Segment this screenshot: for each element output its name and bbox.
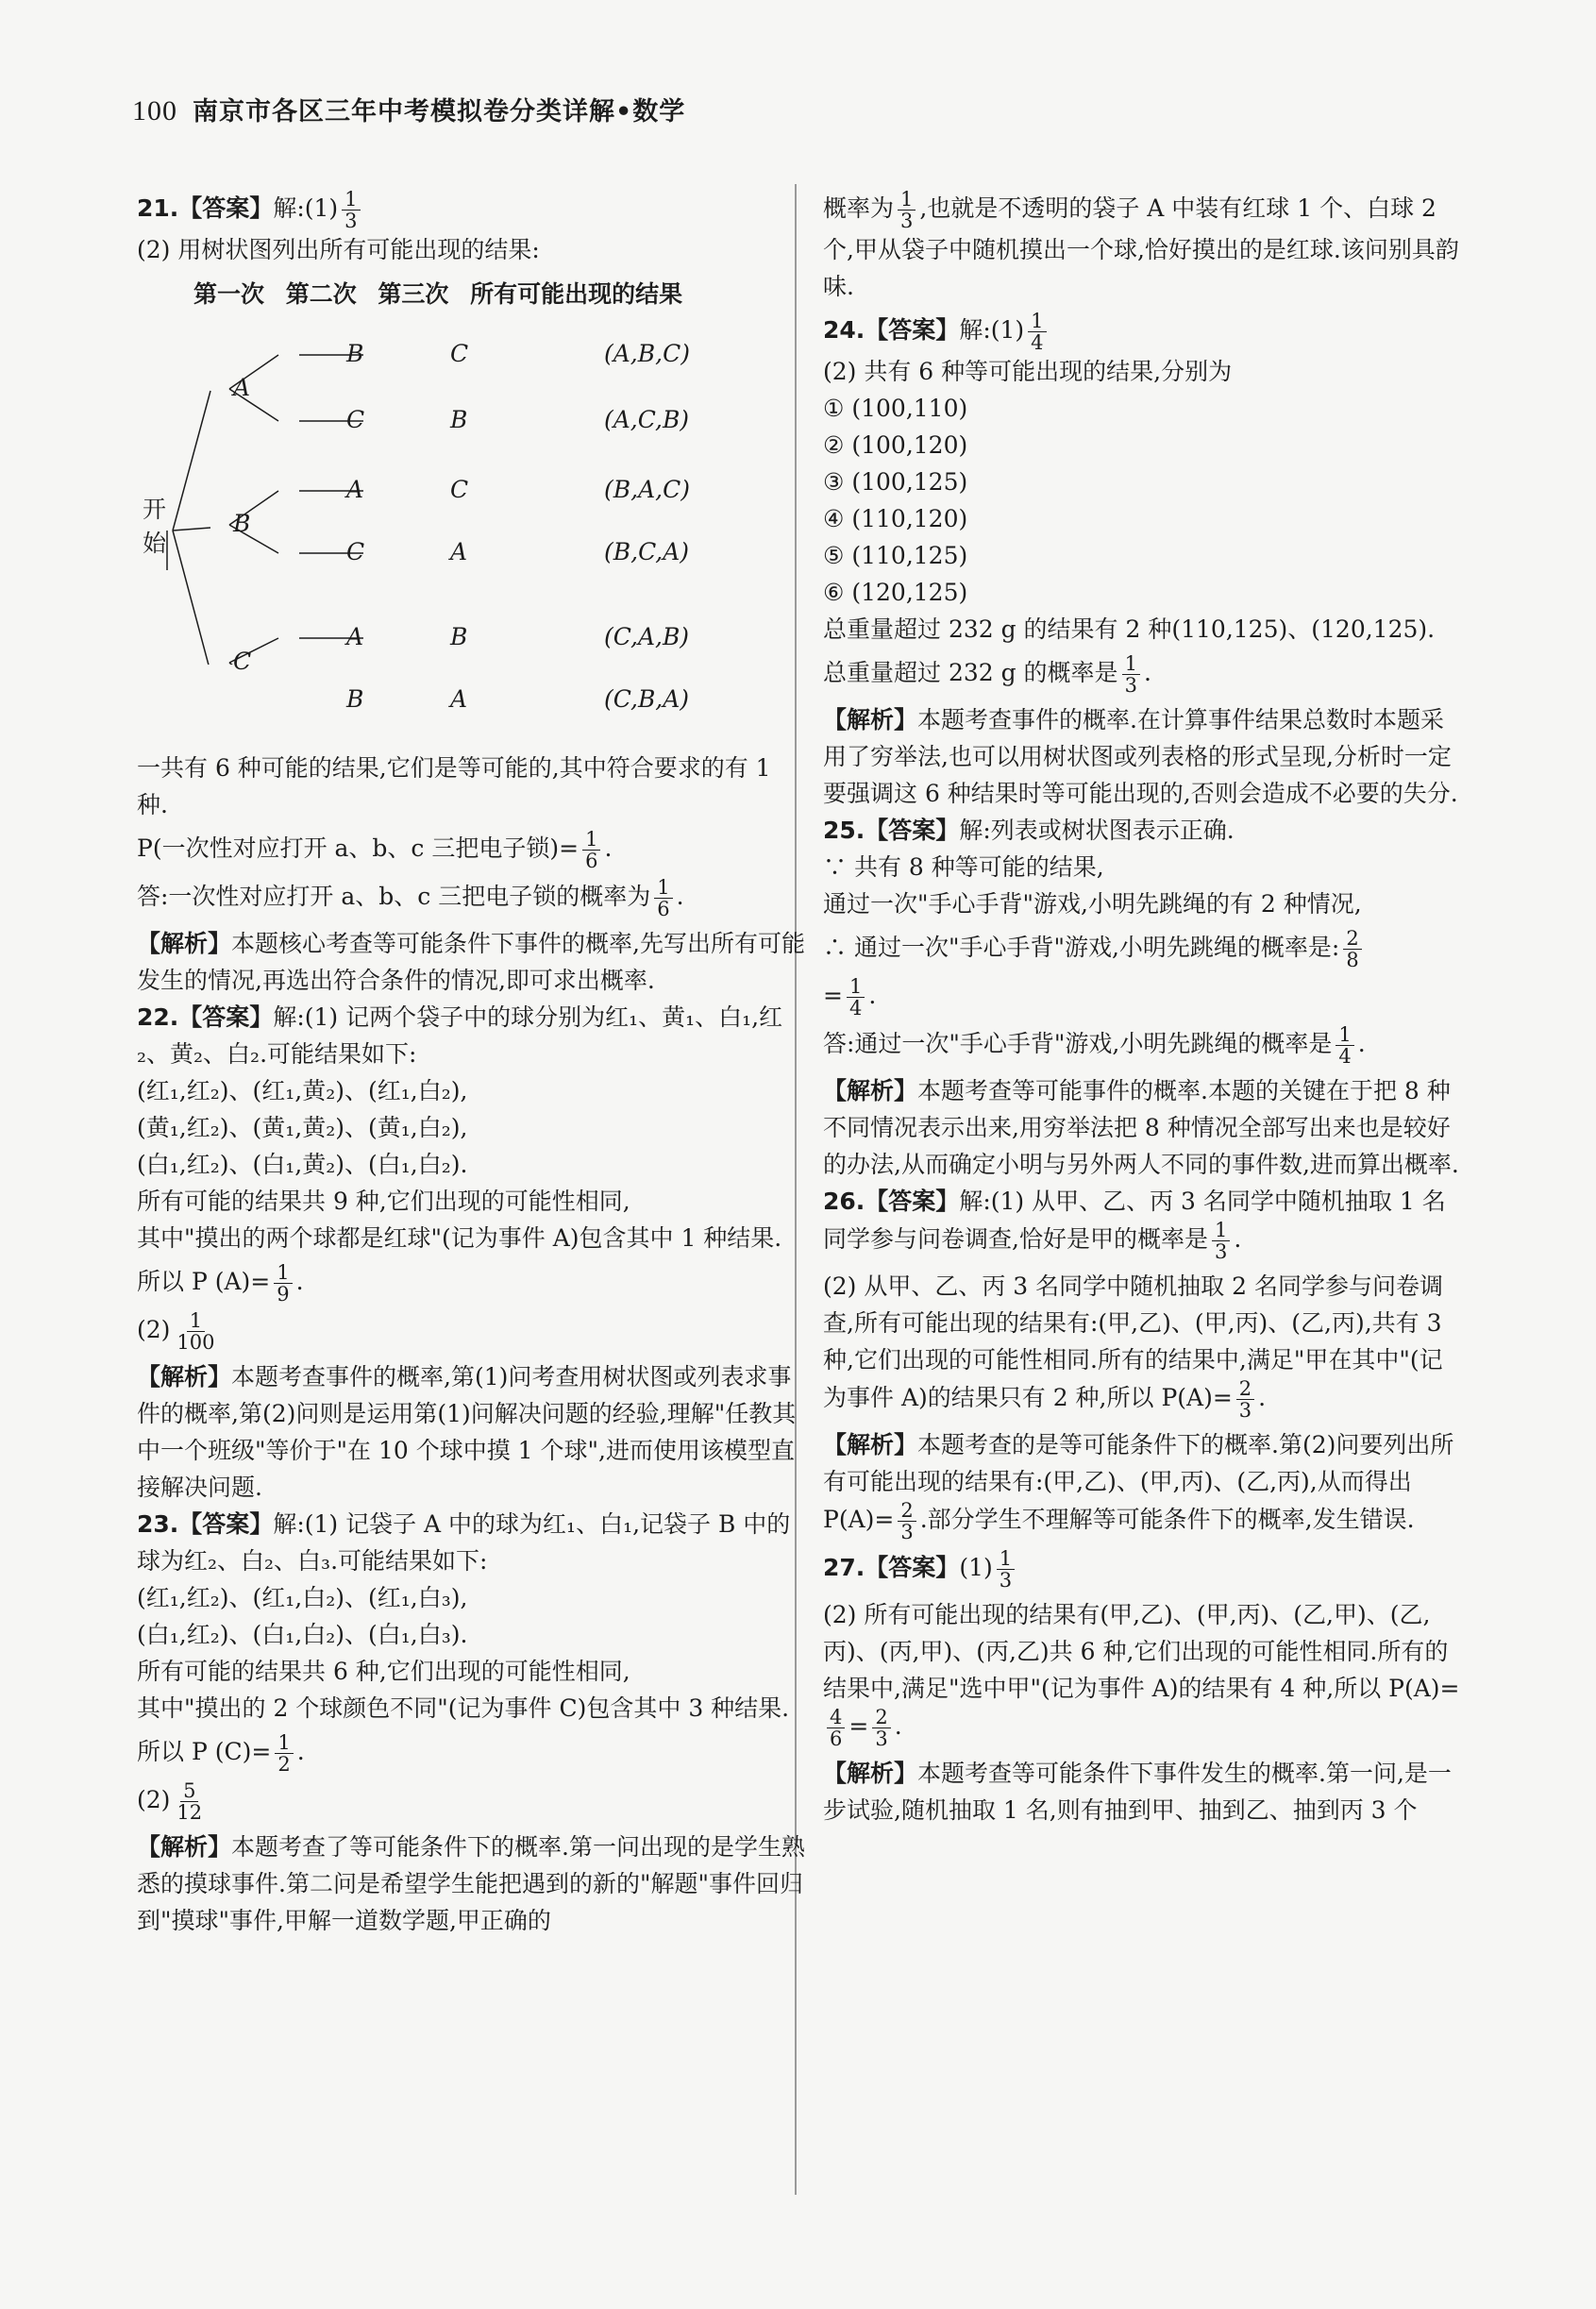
fraction: $\frac{5}{12}$ [176, 1779, 203, 1824]
tree-branches [167, 355, 363, 665]
q24-answer: 24.【答案】解:(1) $\frac{1}{4}$ [823, 311, 1465, 353]
tree-result-2: (B,A,C) [604, 476, 690, 503]
tree-l3-5: A [450, 685, 468, 713]
q21-text1: 一共有 6 种可能的结果,它们是等可能的,其中符合要求的有 1 种. [137, 754, 771, 818]
q25-text1: ∵ 共有 8 种等可能的结果, [823, 853, 1104, 881]
q21-part2: (2) 用树状图列出所有可能出现的结果: [137, 236, 540, 263]
fraction: $\frac{1}{2}$ [275, 1732, 293, 1775]
fraction: $\frac{4}{6}$ [827, 1707, 845, 1749]
fraction: $\frac{1}{9}$ [274, 1262, 292, 1305]
tree-start-1: 开 [143, 496, 167, 523]
tree-start-2: 始 [143, 530, 167, 557]
q22-analysis: 【解析】本题考查事件的概率,第(1)问考查用树状图或列表求事件的概率,第(2)问则是运用第(1)问解决问题的经验,理解"任教其中一个班级"等价于"在 10 个球中摸 1 个球",进而使用该模型直接解决问题. [137, 1363, 797, 1501]
page-header [132, 91, 685, 127]
left-column [137, 189, 807, 1939]
fraction: $\frac{1}{6}$ [582, 829, 600, 871]
q25-text4: = $\frac{1}{4}$ . [823, 975, 877, 1020]
tree-svg [137, 268, 807, 665]
q24-analysis: 【解析】本题考查事件的概率.在计算事件结果总数时本题采用了穷举法,也可以用树状图或列表格的形式呈现,分析时一定要强调这 6 种结果时等可能出现的,否则会造成不必要的失分. [823, 706, 1458, 807]
q26-analysis: 【解析】本题考查的是等可能条件下的概率.第(2)问要列出所有可能出现的结果有:(甲,乙)、(甲,丙)、(乙,丙),从而得出 P(A)= $\frac{2}{3}$ .部分学生不理解等可能条件下的概率,发生错误. [823, 1431, 1454, 1543]
fraction: $\frac{1}{3}$ [1212, 1220, 1230, 1262]
q22-text3: 其中"摸出的两个球都是红球"(记为事件 A)包含其中 1 种结果. [137, 1224, 782, 1252]
header-separator: • [615, 97, 633, 126]
tree-l1-b: B [233, 510, 251, 537]
fraction: $\frac{1}{3}$ [1122, 653, 1140, 696]
tree-l3-3: A [450, 538, 468, 565]
q23-answer: 23.【答案】解:(1) 记袋子 A 中的球为红₁、白₁,记袋子 B 中的球为红₂、白₂、白₃.可能结果如下: [137, 1510, 791, 1575]
q27-answer: 27.【答案】(1) $\frac{1}{3}$ [823, 1548, 1465, 1591]
tree-l2-4: A [346, 623, 364, 650]
tree-l2-5: B [346, 685, 364, 713]
q24-item: ⑤ (110,125) [823, 542, 968, 569]
q25-text2: 通过一次"手心手背"游戏,小明先跳绳的有 2 种情况, [823, 890, 1362, 918]
tree-result-1: (A,C,B) [604, 406, 690, 433]
q24-item: ④ (110,120) [823, 505, 968, 532]
q24-prob: 总重量超过 232 g 的概率是 $\frac{1}{3}$ . [823, 652, 1151, 697]
q23-continued: 概率为 $\frac{1}{3}$ ,也就是不透明的袋子 A 中装有红球 1 个、白球 2 个,甲从袋子中随机摸出一个球,恰好摸出的是红球.该问别具韵味. [823, 188, 1459, 300]
q23-text3: 其中"摸出的 2 个球颜色不同"(记为事件 C)包含其中 3 种结果. [137, 1694, 790, 1722]
q22-part2: (2) $\frac{1}{100}$ [137, 1310, 807, 1353]
q23-part2: (2) $\frac{5}{12}$ [137, 1780, 807, 1823]
q24-item: ① (100,110) [823, 395, 968, 422]
q23-row1: (红₁,红₂)、(红₁,白₂)、(红₁,白₃), [137, 1584, 468, 1611]
fraction: $\frac{2}{3}$ [1236, 1378, 1254, 1421]
q23-row2: (白₁,红₂)、(白₁,白₂)、(白₁,白₃). [137, 1621, 468, 1648]
q24-item: ③ (100,125) [823, 468, 968, 496]
fraction: $\frac{2}{8}$ [1343, 928, 1361, 970]
tree-l2-2: A [346, 476, 364, 503]
fraction: $\frac{1}{100}$ [176, 1309, 215, 1354]
q22-answer: 22.【答案】解:(1) 记两个袋子中的球分别为红₁、黄₁、白₁,红₂、黄₂、白₂.可能结果如下: [137, 1003, 783, 1068]
q22-prob: 所以 P (A)= $\frac{1}{9}$ . [137, 1261, 304, 1306]
fraction: $\frac{2}{3}$ [898, 1500, 916, 1542]
subject: 数学 [632, 97, 686, 126]
tree-l3-0: C [450, 340, 469, 367]
fraction: $\frac{1}{3}$ [997, 1548, 1015, 1591]
q23-prob: 所以 P (C)= $\frac{1}{2}$ . [137, 1731, 305, 1776]
fraction: $\frac{1}{4}$ [1336, 1024, 1353, 1067]
fraction: $\frac{1}{4}$ [1028, 311, 1046, 353]
fraction: $\frac{2}{3}$ [872, 1707, 890, 1749]
q26-answer: 26.【答案】解:(1) 从甲、乙、丙 3 名同学中随机抽取 1 名同学参与问卷调查,恰好是甲的概率是 $\frac{1}{3}$ . [823, 1188, 1446, 1263]
q25-conclusion: 答:通过一次"手心手背"游戏,小明先跳绳的概率是 $\frac{1}{4}$ . [823, 1023, 1366, 1068]
q21-conclusion: 答:一次性对应打开 a、b、c 三把电子锁的概率为 $\frac{1}{6}$ . [137, 876, 684, 920]
q25-analysis: 【解析】本题考查等可能事件的概率.本题的关键在于把 8 种不同情况表示出来,用穷举法把 8 种情况全部写出来也是较好的办法,从而确定小明与另外两人不同的事件数,进而算出概率. [823, 1077, 1459, 1178]
q24-item: ② (100,120) [823, 431, 968, 459]
q24-text1: (2) 共有 6 种等可能出现的结果,分别为 [823, 358, 1233, 385]
tree-l3-4: B [450, 623, 468, 650]
q25-answer: 25.【答案】解:列表或树状图表示正确. [823, 817, 1235, 844]
book-title: 南京市各区三年中考模拟卷分类详解 [193, 97, 615, 126]
q22-row1: (红₁,红₂)、(红₁,黄₂)、(红₁,白₂), [137, 1077, 468, 1104]
fraction: $\frac{1}{3}$ [898, 189, 916, 231]
q22-text2: 所有可能的结果共 9 种,它们出现的可能性相同, [137, 1188, 630, 1215]
tree-l2-1: C [346, 406, 365, 433]
tree-l3-1: B [450, 406, 468, 433]
q21-answer: 21.【答案】解:(1) $\frac{1}{3}$ [137, 189, 807, 231]
tree-title: 第一次 第二次 第三次 所有可能出现的结果 [193, 280, 683, 308]
q25-text3: ∴ 通过一次"手心手背"游戏,小明先跳绳的概率是: $\frac{2}{8}$ [823, 928, 1465, 970]
tree-result-5: (C,B,A) [604, 685, 690, 713]
q23-text2: 所有可能的结果共 6 种,它们出现的可能性相同, [137, 1658, 630, 1685]
q23-analysis: 【解析】本题考查了等可能条件下的概率.第一问出现的是学生熟悉的摸球事件.第二问是希望学生能把遇到的新的"解题"事件回归到"摸球"事件,甲解一道数学题,甲正确的 [137, 1833, 805, 1934]
tree-result-4: (C,A,B) [604, 623, 690, 650]
tree-l3-2: C [450, 476, 469, 503]
q27-part2: (2) 所有可能出现的结果有(甲,乙)、(甲,丙)、(乙,甲)、(乙,丙)、(丙,甲)、(丙,乙)共 6 种,它们出现的可能性相同.所有的结果中,满足"选中甲"(记为事件 A)的结果有 4 种,所以 P(A)= $\frac{4}{6}$ = $\frac{2}{3}$ . [823, 1601, 1460, 1750]
fraction: $\frac{1}{6}$ [654, 877, 672, 919]
q22-row3: (白₁,红₂)、(白₁,黄₂)、(白₁,白₂). [137, 1151, 468, 1178]
fraction: $\frac{1}{4}$ [847, 976, 865, 1019]
tree-diagram [137, 268, 807, 713]
q24-text2: 总重量超过 232 g 的结果有 2 种(110,125)、(120,125). [823, 615, 1436, 643]
q21-analysis: 【解析】本题核心考查等可能条件下事件的概率,先写出所有可能发生的情况,再选出符合条件的情况,即可求出概率. [137, 930, 805, 994]
tree-l2-0: B [346, 340, 364, 367]
tree-l1-a: A [233, 374, 251, 401]
tree-result-0: (A,B,C) [604, 340, 690, 367]
q27-analysis: 【解析】本题考查等可能条件下事件发生的概率.第一问,是一步试验,随机抽取 1 名,则有抽到甲、抽到乙、抽到丙 3 个 [823, 1760, 1452, 1824]
q26-part2: (2) 从甲、乙、丙 3 名同学中随机抽取 2 名同学参与问卷调查,所有可能出现的结果有:(甲,乙)、(甲,丙)、(乙,丙),共有 3 种,它们出现的可能性相同.所有的结果中,满足"甲在其中"(记为事件 A)的结果只有 2 种,所以 P(A)= $\frac{2}{3}$ . [823, 1272, 1443, 1422]
fraction: $\frac{1}{3}$ [342, 189, 360, 231]
q22-row2: (黄₁,红₂)、(黄₁,黄₂)、(黄₁,白₂), [137, 1114, 468, 1141]
tree-l2-3: C [346, 538, 365, 565]
tree-result-3: (B,C,A) [604, 538, 690, 565]
q24-item: ⑥ (120,125) [823, 579, 968, 606]
page-number: 100 [132, 95, 177, 126]
q21-prob: P(一次性对应打开 a、b、c 三把电子锁)= $\frac{1}{6}$ . [137, 828, 613, 872]
right-column [823, 189, 1465, 1829]
tree-l1-c: C [233, 648, 252, 675]
